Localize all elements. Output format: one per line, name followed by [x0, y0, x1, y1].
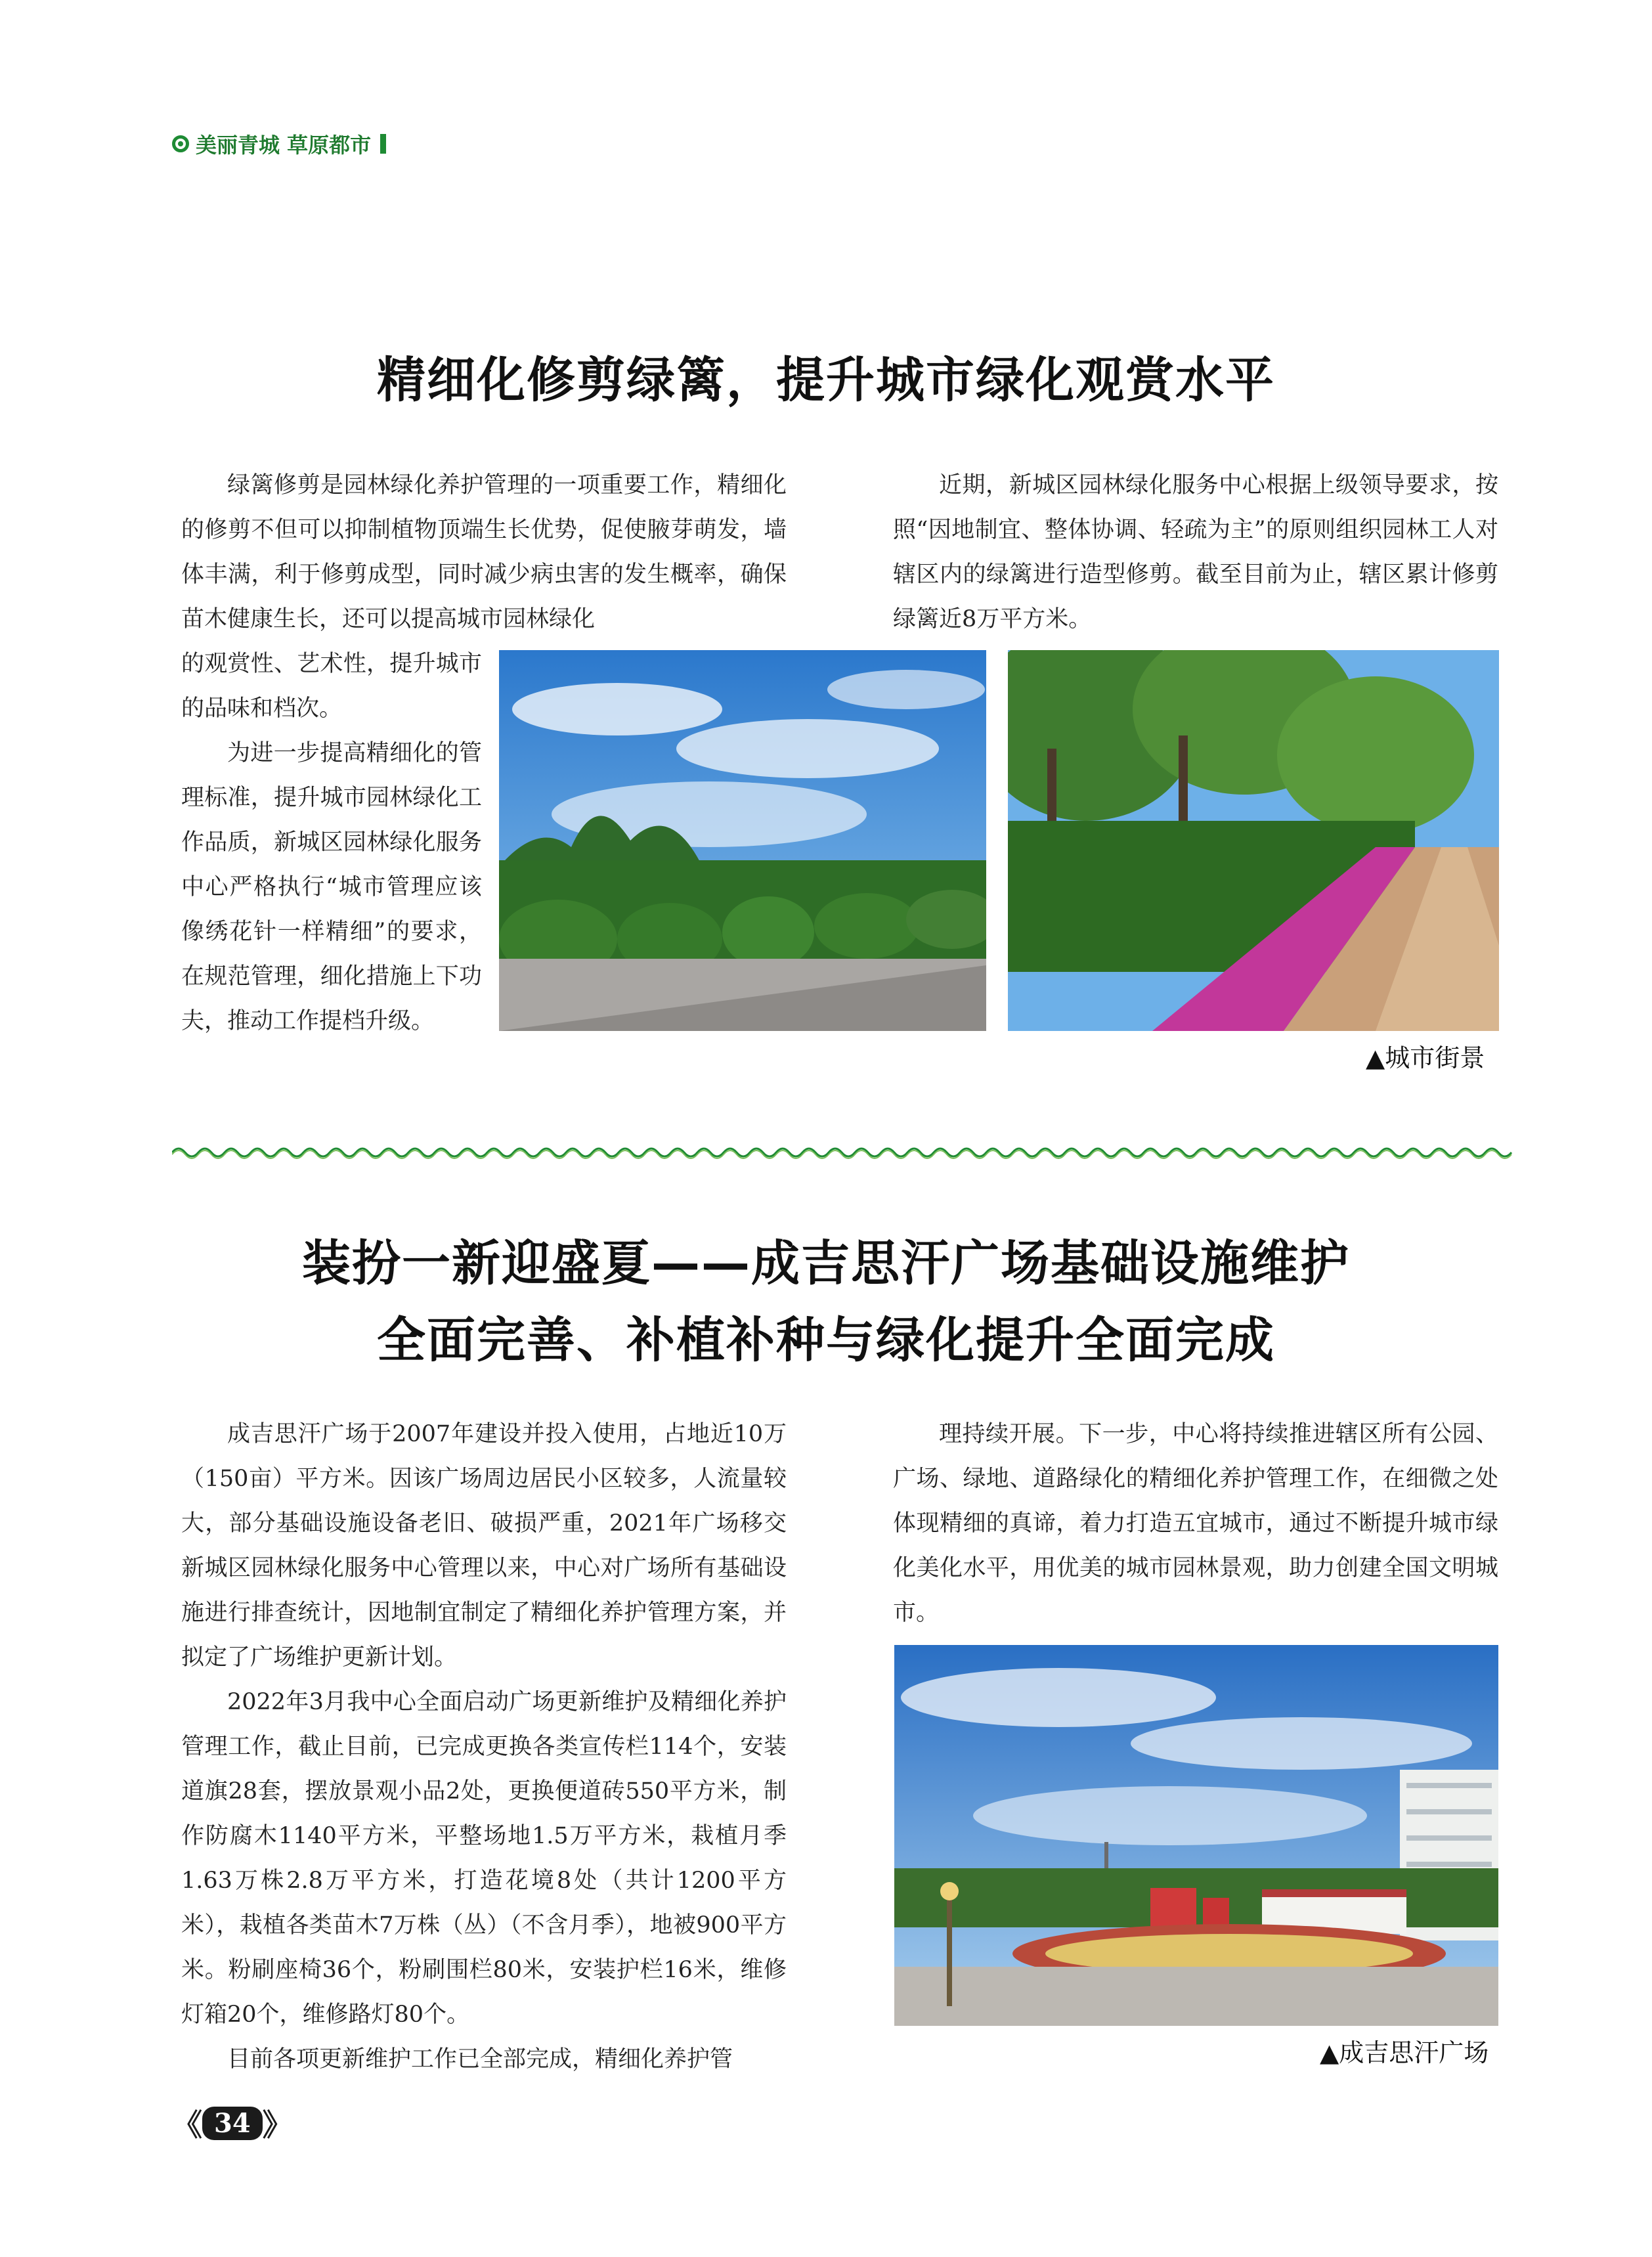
wave-divider: [172, 1143, 1518, 1162]
chevron-right-icon: 》: [262, 2107, 293, 2143]
article1-right-col: [893, 463, 1498, 642]
article2-title-line2: 全面完善、补植补种与绿化提升全面完成: [377, 1312, 1275, 1369]
square-photo: [894, 1645, 1498, 2026]
article1-left-narrow: [181, 642, 482, 1043]
article2-paragraph-2: 2022年3月我中心全面启动广场更新维护及精细化养护管理工作，截止目前，已完成更换各类宣传栏114个，安装道旗28套，摆放景观小品2处，更换便道砖550平方米，制作防腐木1140平方米，平整场地1.5万平方米，栽植月季1.63万株2.8万平方米，打造花境8处（共计1200平方米），栽植各类苗木7万株（丛）（不含月季），地被900平方米。粉刷座椅36个，粉刷围栏80米，安装护栏16米，维修灯箱20个，维修路灯80个。: [181, 1689, 787, 2028]
article2-caption: ▲成吉思汗广场: [1320, 2038, 1489, 2067]
section-header: [172, 129, 386, 159]
park-sky-photo: [499, 650, 986, 1031]
section-header-label: 美丽青城 草原都市: [196, 133, 372, 158]
chevron-left-icon: 《: [172, 2107, 202, 2143]
page-number: [172, 2101, 293, 2145]
hedge-flowers-photo: [1008, 650, 1499, 1031]
article1-paragraph-2: 为进一步提高精细化的管理标准，提升城市园林绿化工作品质，新城区园林绿化服务中心严格执行“城市管理应该像绣花针一样精细”的要求，在规范管理，细化措施上下功夫，推动工作提档升级。: [181, 740, 482, 1034]
article1-title: 精细化修剪绿篱，提升城市绿化观赏水平: [377, 352, 1275, 408]
circle-bullet-icon: [172, 135, 189, 152]
article1-caption: ▲城市街景: [1366, 1043, 1485, 1072]
article2-left-col: [181, 1412, 787, 2082]
article2-paragraph-1: 成吉思汗广场于2007年建设并投入使用，占地近10万（150亩）平方米。因该广场周边居民小区较多，人流量较大，部分基础设施设备老旧、破损严重，2021年广场移交新城区园林绿化服务中心管理以来，中心对广场所有基础设施进行排查统计，因地制宜制定了精细化养护管理方案，并拟定了广场维护更新计划。: [181, 1421, 787, 1671]
article2-right-col: [893, 1412, 1498, 1635]
article2-paragraph-4: 理持续开展。下一步，中心将持续推进辖区所有公园、广场、绿地、道路绿化的精细化养护管理工作，在细微之处体现精细的真谛，着力打造五宜城市，通过不断提升城市绿化美化水平，用优美的城市园林景观，助力创建全国文明城市。: [893, 1421, 1498, 1626]
article1-paragraph-3: 近期，新城区园林绿化服务中心根据上级领导要求，按照“因地制宜、整体协调、轻疏为主”的原则组织园林工人对辖区内的绿篱进行造型修剪。截至目前为止，辖区累计修剪绿篱近8万平方米。: [893, 472, 1498, 632]
article1-paragraph-1: 绿篱修剪是园林绿化养护管理的一项重要工作，精细化的修剪不但可以抑制植物顶端生长优势，促使腋芽萌发，墙体丰满，利于修剪成型，同时减少病虫害的发生概率，确保苗木健康生长，还可以提高城市园林绿化: [181, 472, 787, 632]
bar-icon: [380, 134, 386, 154]
article1-paragraph-1-cont: 的观赏性、艺术性，提升城市的品味和档次。: [181, 651, 482, 722]
article1-left-top: [181, 463, 787, 642]
article2-title-line1: 装扮一新迎盛夏——成吉思汗广场基础设施维护: [302, 1235, 1350, 1292]
article2-paragraph-3: 目前各项更新维护工作已全部完成，精细化养护管: [227, 2046, 733, 2072]
page-number-label: 34: [202, 2107, 263, 2140]
